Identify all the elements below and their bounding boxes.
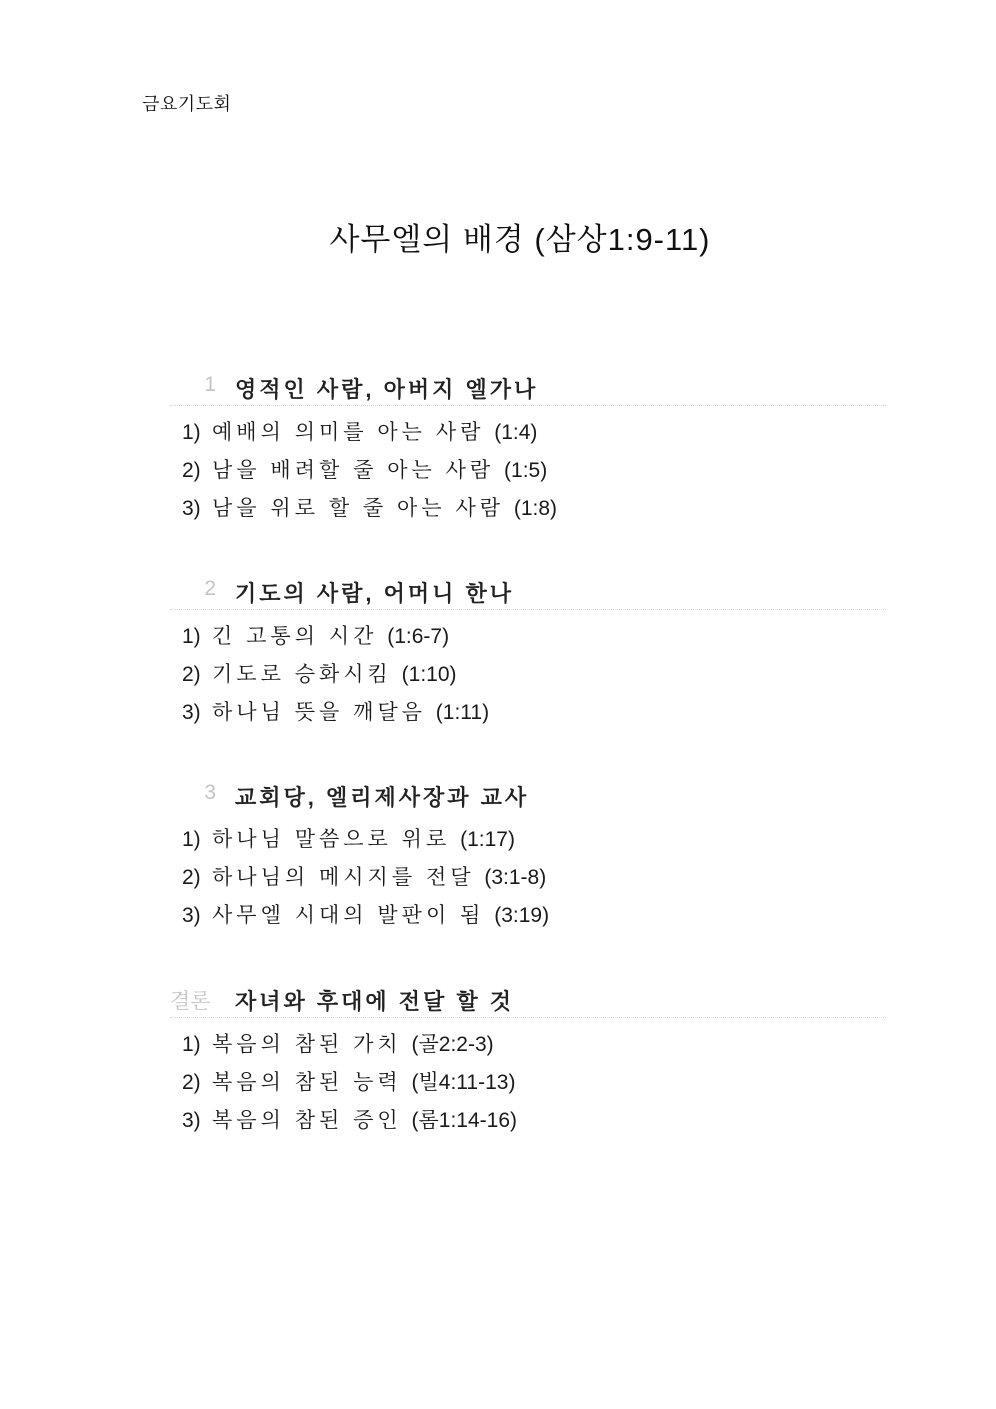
section-1 xyxy=(170,373,886,528)
section-2 xyxy=(170,577,886,732)
item-text: 기도로 승화시킴 xyxy=(212,663,402,686)
item-reference: (빌4:11-13) xyxy=(411,1071,516,1094)
list-item xyxy=(170,452,886,490)
item-reference: (1:4) xyxy=(494,421,538,444)
item-number: 1) xyxy=(182,828,201,851)
section-heading xyxy=(170,373,886,406)
list-item xyxy=(170,1102,886,1140)
page-title: 사무엘의 배경 (삼상1:9-11) xyxy=(329,222,711,257)
item-number: 1) xyxy=(182,625,201,648)
item-number: 2) xyxy=(182,663,201,686)
section-number: 2 xyxy=(204,577,216,600)
item-number: 2) xyxy=(182,1071,201,1094)
section-conclusion xyxy=(170,985,886,1140)
item-reference: (3:19) xyxy=(494,904,550,927)
item-number: 2) xyxy=(182,459,201,482)
item-text: 복음의 참된 가치 xyxy=(212,1033,412,1056)
item-number: 3) xyxy=(182,701,201,724)
item-text: 남을 배려할 줄 아는 사람 xyxy=(212,459,505,482)
list-item xyxy=(170,414,886,452)
item-reference: (롬1:14-16) xyxy=(411,1109,518,1132)
item-list xyxy=(170,821,886,935)
item-text: 복음의 참된 능력 xyxy=(212,1071,412,1094)
list-item xyxy=(170,859,886,897)
item-number: 3) xyxy=(182,904,201,927)
list-item xyxy=(170,1064,886,1102)
item-text: 남을 위로 할 줄 아는 사람 xyxy=(212,497,514,520)
item-reference: (골2:2-3) xyxy=(411,1033,494,1056)
item-reference: (1:8) xyxy=(513,497,558,520)
section-number: 3 xyxy=(204,781,216,804)
section-heading xyxy=(170,577,886,610)
list-item xyxy=(170,618,886,656)
section-heading xyxy=(170,985,886,1018)
section-3 xyxy=(170,781,886,935)
section-title: 자녀와 후대에 전달 할 것 xyxy=(235,989,514,1014)
item-text: 하나님 뜻을 깨달음 xyxy=(212,701,436,724)
list-item xyxy=(170,656,886,694)
item-list xyxy=(170,1026,886,1140)
section-title: 기도의 사람, 어머니 한나 xyxy=(235,581,514,606)
item-list xyxy=(170,618,886,732)
item-number: 1) xyxy=(182,1033,201,1056)
document-header: 금요기도회 xyxy=(142,94,232,114)
section-heading xyxy=(170,781,886,813)
list-item xyxy=(170,1026,886,1064)
list-item xyxy=(170,490,886,528)
list-item xyxy=(170,694,886,732)
list-item xyxy=(170,897,886,935)
item-reference: (1:11) xyxy=(435,701,490,724)
section-number: 결론 xyxy=(170,990,211,1013)
item-text: 긴 고통의 시간 xyxy=(212,625,388,648)
item-reference: (1:17) xyxy=(460,828,515,851)
item-text: 복음의 참된 증인 xyxy=(212,1109,412,1132)
item-text: 예배의 의미를 아는 사람 xyxy=(212,421,495,444)
item-number: 3) xyxy=(182,1109,201,1132)
item-reference: (3:1-8) xyxy=(484,866,547,889)
item-reference: (1:6-7) xyxy=(387,625,450,648)
item-number: 3) xyxy=(182,497,201,520)
list-item xyxy=(170,821,886,859)
section-title: 교회당, 엘리제사장과 교사 xyxy=(235,785,530,810)
item-reference: (1:10) xyxy=(401,663,457,686)
item-text: 하나님 말씀으로 위로 xyxy=(212,828,461,851)
item-reference: (1:5) xyxy=(504,459,548,482)
item-text: 사무엘 시대의 발판이 됨 xyxy=(212,904,495,927)
item-list xyxy=(170,414,886,528)
item-text: 하나님의 메시지를 전달 xyxy=(212,866,485,889)
item-number: 2) xyxy=(182,866,201,889)
section-title: 영적인 사람, 아버지 엘가나 xyxy=(235,377,539,402)
section-number: 1 xyxy=(204,373,216,396)
item-number: 1) xyxy=(182,421,201,444)
